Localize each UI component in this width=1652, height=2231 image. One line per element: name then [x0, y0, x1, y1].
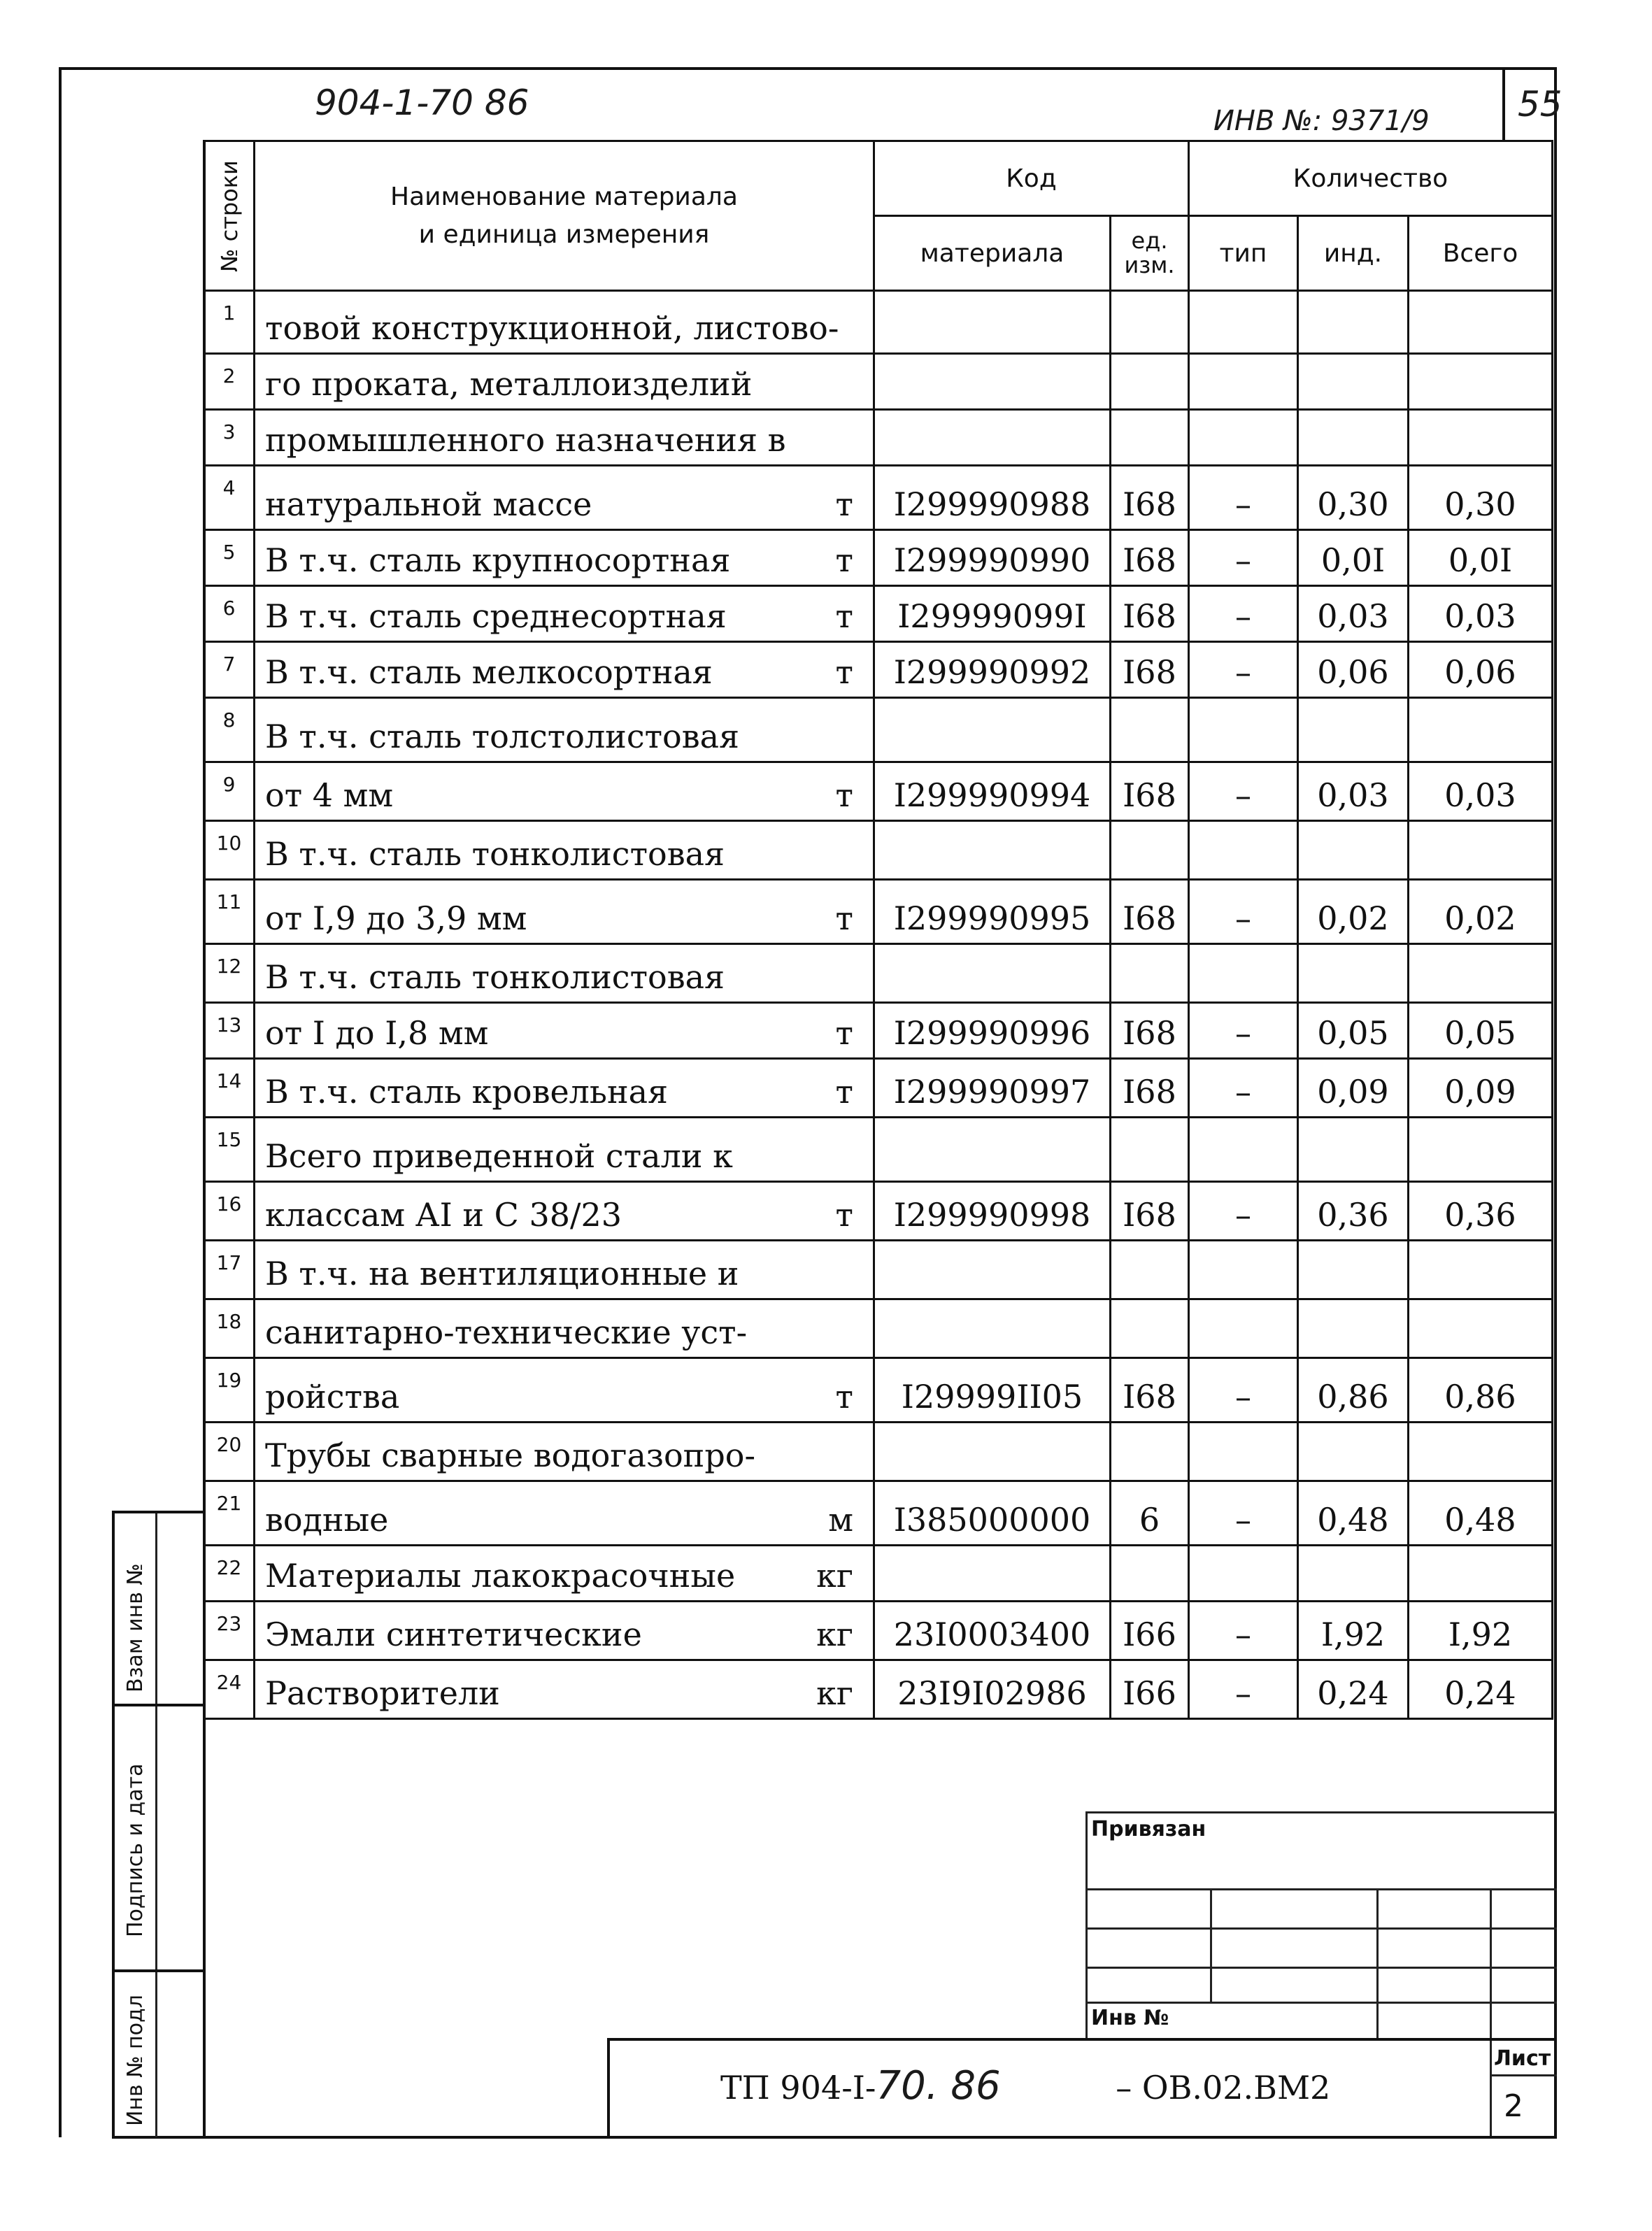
quantity-type: –: [1189, 1182, 1298, 1241]
tb-row1: [1085, 1888, 1557, 1890]
row-number: 3: [204, 410, 255, 466]
tb-doc-suffix: – ОВ.02.ВМ2: [1116, 2069, 1331, 2107]
table-row: [204, 1602, 1553, 1660]
quantity-total: 0,02: [1409, 880, 1553, 944]
quantity-individual: [1298, 1546, 1409, 1602]
tb-privyazan: Привязан: [1091, 1817, 1206, 1841]
table-row: [204, 1481, 1553, 1546]
tb-row3: [1085, 1967, 1557, 1969]
material-code: I299990997: [874, 1059, 1111, 1118]
table-row: [204, 1059, 1553, 1118]
frame-top: [59, 67, 1555, 70]
side-strip-mid: [155, 1511, 157, 2137]
unit-code: [1111, 944, 1189, 1003]
unit-code: [1111, 1118, 1189, 1182]
row-number: 9: [204, 762, 255, 821]
frame-right: [1554, 67, 1557, 2137]
material-name: Эмали синтетические: [265, 1616, 642, 1653]
row-number: 23: [204, 1602, 255, 1660]
table-row: [204, 642, 1553, 698]
material-name-cell: [255, 1481, 874, 1546]
material-name: В т.ч. сталь крупносортная: [265, 541, 731, 579]
quantity-individual: [1298, 944, 1409, 1003]
quantity-type: [1189, 1546, 1298, 1602]
unit-code: I68: [1111, 1003, 1189, 1059]
row-number: 13: [204, 1003, 255, 1059]
quantity-total: 0,86: [1409, 1358, 1553, 1423]
row-number: 10: [204, 821, 255, 880]
unit-code: I68: [1111, 466, 1189, 530]
material-name-cell: [255, 530, 874, 586]
row-number: 4: [204, 466, 255, 530]
quantity-type: [1189, 1299, 1298, 1358]
quantity-individual: [1298, 821, 1409, 880]
row-number: 6: [204, 586, 255, 642]
quantity-individual: 0,09: [1298, 1059, 1409, 1118]
row-number: 7: [204, 642, 255, 698]
unit-code: [1111, 1299, 1189, 1358]
tb-col1: [1210, 1888, 1212, 2002]
material-name-cell: [255, 1059, 874, 1118]
material-name: В т.ч. сталь толстолистовая: [265, 718, 740, 755]
unit-code: [1111, 410, 1189, 466]
table-row: [204, 1182, 1553, 1241]
quantity-individual: 0,86: [1298, 1358, 1409, 1423]
unit-code: [1111, 698, 1189, 762]
material-code: [874, 698, 1111, 762]
tb-doc-handwritten: 70. 86: [876, 2063, 1001, 2109]
table-row: [204, 291, 1553, 354]
material-code: 23I9I02986: [874, 1660, 1111, 1719]
unit-code: I68: [1111, 1182, 1189, 1241]
quantity-type: [1189, 354, 1298, 410]
material-name: натуральной массе: [265, 485, 592, 523]
material-name-cell: [255, 1546, 874, 1602]
material-name: классам АI и С 38/23: [265, 1196, 622, 1234]
unit-code: 6: [1111, 1481, 1189, 1546]
quantity-total: 0,05: [1409, 1003, 1553, 1059]
quantity-total: 0,48: [1409, 1481, 1553, 1546]
unit-code: I68: [1111, 586, 1189, 642]
table-row: [204, 1299, 1553, 1358]
material-code: I299990998: [874, 1182, 1111, 1241]
unit-code: [1111, 1546, 1189, 1602]
quantity-type: [1189, 821, 1298, 880]
tb-col3: [1490, 1888, 1492, 2136]
doc-number-handwritten: 904-1-70 86: [315, 83, 529, 123]
table-row: [204, 466, 1553, 530]
tb-sheet-divider: [1490, 2074, 1557, 2076]
quantity-type: –: [1189, 1660, 1298, 1719]
tb-main-left: [607, 2038, 610, 2136]
material-code: [874, 1118, 1111, 1182]
row-number: 24: [204, 1660, 255, 1719]
quantity-individual: I,92: [1298, 1602, 1409, 1660]
row-number: 19: [204, 1358, 255, 1423]
material-code: [874, 944, 1111, 1003]
quantity-individual: 0,24: [1298, 1660, 1409, 1719]
material-code: I29999099I: [874, 586, 1111, 642]
header-material-name: Наименование материала и единица измерения: [255, 141, 874, 291]
table-row: [204, 1118, 1553, 1182]
quantity-individual: [1298, 698, 1409, 762]
quantity-total: [1409, 821, 1553, 880]
table-row: [204, 354, 1553, 410]
material-name: водные: [265, 1501, 389, 1539]
header-code: Код: [874, 141, 1189, 216]
material-name-cell: [255, 586, 874, 642]
material-name: В т.ч. на вентиляционные и: [265, 1255, 739, 1292]
material-code: [874, 1423, 1111, 1481]
quantity-type: [1189, 1423, 1298, 1481]
quantity-individual: [1298, 291, 1409, 354]
row-number: 15: [204, 1118, 255, 1182]
material-code: [874, 291, 1111, 354]
material-name-cell: [255, 1358, 874, 1423]
material-code: I299990990: [874, 530, 1111, 586]
header-total: Всего: [1409, 216, 1553, 291]
quantity-total: [1409, 410, 1553, 466]
tb-left: [1085, 1811, 1088, 2039]
side-strip-outer: [112, 1511, 115, 2137]
row-number: 11: [204, 880, 255, 944]
quantity-type: –: [1189, 1003, 1298, 1059]
quantity-type: [1189, 1118, 1298, 1182]
quantity-type: [1189, 1241, 1298, 1299]
material-code: [874, 354, 1111, 410]
material-name: товой конструкционной, листово-: [265, 309, 839, 347]
quantity-individual: 0,02: [1298, 880, 1409, 944]
quantity-individual: [1298, 1423, 1409, 1481]
material-name-cell: [255, 1299, 874, 1358]
header-unit: ед. изм.: [1111, 216, 1189, 291]
material-name: от I,9 до 3,9 мм: [265, 899, 527, 937]
material-name-cell: [255, 354, 874, 410]
material-name: ройства: [265, 1378, 400, 1416]
row-number: 22: [204, 1546, 255, 1602]
material-name: В т.ч. сталь среднесортная: [265, 597, 727, 635]
quantity-individual: 0,0I: [1298, 530, 1409, 586]
row-number: 12: [204, 944, 255, 1003]
unit-code: [1111, 291, 1189, 354]
quantity-total: 0,06: [1409, 642, 1553, 698]
table-row: [204, 1546, 1553, 1602]
row-number: 2: [204, 354, 255, 410]
unit-of-measure: т: [835, 1014, 853, 1052]
quantity-total: 0,30: [1409, 466, 1553, 530]
row-number: 1: [204, 291, 255, 354]
material-code: I385000000: [874, 1481, 1111, 1546]
unit-of-measure: т: [835, 597, 853, 635]
table-row: [204, 410, 1553, 466]
side-label-inv-original: Инв № подл: [123, 1995, 148, 2126]
material-name-cell: [255, 762, 874, 821]
material-code: [874, 1546, 1111, 1602]
header-individual: инд.: [1298, 216, 1409, 291]
tb-sheet-value: 2: [1504, 2088, 1523, 2124]
material-name: от 4 мм: [265, 776, 394, 814]
material-name: го проката, металлоизделий: [265, 365, 753, 403]
material-name: санитарно-технические уст-: [265, 1313, 748, 1351]
material-code: 23I0003400: [874, 1602, 1111, 1660]
unit-of-measure: т: [835, 899, 853, 937]
unit-code: I66: [1111, 1602, 1189, 1660]
material-name-cell: [255, 1182, 874, 1241]
quantity-individual: 0,06: [1298, 642, 1409, 698]
tb-top: [1085, 1811, 1557, 1813]
material-code: I299990996: [874, 1003, 1111, 1059]
table-row: [204, 1241, 1553, 1299]
material-name-cell: [255, 466, 874, 530]
side-strip-div1: [112, 1704, 204, 1706]
quantity-type: –: [1189, 1059, 1298, 1118]
quantity-type: –: [1189, 530, 1298, 586]
material-name-cell: [255, 291, 874, 354]
unit-code: [1111, 1241, 1189, 1299]
table-row: [204, 1660, 1553, 1719]
unit-of-measure: м: [828, 1501, 853, 1539]
header-row-number: № строки: [204, 141, 255, 291]
quantity-total: [1409, 354, 1553, 410]
unit-code: [1111, 821, 1189, 880]
material-code: [874, 1299, 1111, 1358]
header-quantity: Количество: [1189, 141, 1553, 216]
header-code-material: материала: [874, 216, 1111, 291]
tb-document-code: [720, 2063, 1330, 2109]
row-number: 8: [204, 698, 255, 762]
tb-inv-no: Инв №: [1091, 2006, 1169, 2030]
row-number: 17: [204, 1241, 255, 1299]
inventory-number-handwritten: ИНВ №: 9371/9: [1213, 105, 1430, 137]
row-number: 5: [204, 530, 255, 586]
table-row: [204, 944, 1553, 1003]
unit-of-measure: т: [835, 1196, 853, 1234]
quantity-individual: 0,36: [1298, 1182, 1409, 1241]
quantity-type: –: [1189, 586, 1298, 642]
unit-of-measure: кг: [816, 1616, 853, 1653]
material-name: В т.ч. сталь тонколистовая: [265, 835, 725, 873]
material-name-cell: [255, 698, 874, 762]
quantity-total: 0,36: [1409, 1182, 1553, 1241]
quantity-type: –: [1189, 1481, 1298, 1546]
quantity-total: [1409, 291, 1553, 354]
material-code: [874, 821, 1111, 880]
material-name-cell: [255, 1003, 874, 1059]
unit-of-measure: т: [835, 485, 853, 523]
side-label-replaced-inv: Взам инв №: [123, 1563, 148, 1692]
quantity-individual: 0,30: [1298, 466, 1409, 530]
material-name-cell: [255, 1423, 874, 1481]
unit-of-measure: т: [835, 1073, 853, 1111]
quantity-total: [1409, 1423, 1553, 1481]
quantity-total: 0,03: [1409, 762, 1553, 821]
frame-bottom: [112, 2136, 1557, 2139]
quantity-type: [1189, 944, 1298, 1003]
material-name: Растворители: [265, 1674, 500, 1712]
material-name-cell: [255, 944, 874, 1003]
tb-row4: [1085, 2002, 1557, 2004]
material-code: I29999II05: [874, 1358, 1111, 1423]
unit-code: I68: [1111, 530, 1189, 586]
quantity-type: –: [1189, 1358, 1298, 1423]
row-number: 21: [204, 1481, 255, 1546]
table-row: [204, 1003, 1553, 1059]
material-name-cell: [255, 410, 874, 466]
header-type: тип: [1189, 216, 1298, 291]
quantity-individual: [1298, 1299, 1409, 1358]
quantity-total: [1409, 1241, 1553, 1299]
unit-code: I68: [1111, 642, 1189, 698]
unit-code: I68: [1111, 1059, 1189, 1118]
quantity-total: I,92: [1409, 1602, 1553, 1660]
unit-code: I68: [1111, 1358, 1189, 1423]
quantity-type: –: [1189, 1602, 1298, 1660]
unit-code: [1111, 354, 1189, 410]
quantity-individual: 0,03: [1298, 586, 1409, 642]
unit-code: I68: [1111, 762, 1189, 821]
table-row: [204, 586, 1553, 642]
quantity-individual: 0,48: [1298, 1481, 1409, 1546]
quantity-type: [1189, 698, 1298, 762]
unit-code: [1111, 1423, 1189, 1481]
page-number: 55: [1518, 84, 1562, 124]
quantity-individual: 0,03: [1298, 762, 1409, 821]
table-row: [204, 762, 1553, 821]
unit-of-measure: т: [835, 1378, 853, 1416]
quantity-individual: [1298, 1118, 1409, 1182]
unit-of-measure: кг: [816, 1674, 853, 1712]
side-strip-top: [112, 1511, 204, 1513]
material-name: промышленного назначения в: [265, 421, 786, 459]
quantity-total: 0,24: [1409, 1660, 1553, 1719]
quantity-total: [1409, 1299, 1553, 1358]
quantity-total: 0,09: [1409, 1059, 1553, 1118]
unit-of-measure: т: [835, 653, 853, 691]
row-number: 16: [204, 1182, 255, 1241]
row-number: 20: [204, 1423, 255, 1481]
quantity-type: –: [1189, 880, 1298, 944]
quantity-total: [1409, 698, 1553, 762]
material-code: [874, 410, 1111, 466]
quantity-total: 0,03: [1409, 586, 1553, 642]
material-name: В т.ч. сталь кровельная: [265, 1073, 669, 1111]
material-code: I299990988: [874, 466, 1111, 530]
material-name-cell: [255, 1602, 874, 1660]
unit-of-measure: т: [835, 776, 853, 814]
table-row: [204, 1423, 1553, 1481]
quantity-individual: 0,05: [1298, 1003, 1409, 1059]
row-number: 14: [204, 1059, 255, 1118]
quantity-type: –: [1189, 762, 1298, 821]
quantity-total: [1409, 1546, 1553, 1602]
table-row: [204, 880, 1553, 944]
material-code: I299990992: [874, 642, 1111, 698]
material-name-cell: [255, 1660, 874, 1719]
material-name: В т.ч. сталь мелкосортная: [265, 653, 713, 691]
quantity-type: –: [1189, 466, 1298, 530]
quantity-type: [1189, 291, 1298, 354]
side-strip-div2: [112, 1969, 204, 1972]
unit-of-measure: т: [835, 541, 853, 579]
tb-col2: [1376, 1888, 1379, 2039]
quantity-individual: [1298, 354, 1409, 410]
row-number: 18: [204, 1299, 255, 1358]
material-code: I299990995: [874, 880, 1111, 944]
material-name-cell: [255, 880, 874, 944]
table-row: [204, 821, 1553, 880]
material-name-cell: [255, 1241, 874, 1299]
quantity-individual: [1298, 410, 1409, 466]
table-row: [204, 698, 1553, 762]
tb-main-top: [607, 2038, 1557, 2041]
unit-of-measure: кг: [816, 1557, 853, 1595]
tb-row2: [1085, 1927, 1557, 1930]
unit-code: I66: [1111, 1660, 1189, 1719]
material-name: Материалы лакокрасочные: [265, 1557, 736, 1595]
table-row: [204, 530, 1553, 586]
quantity-total: 0,0I: [1409, 530, 1553, 586]
material-code: I299990994: [874, 762, 1111, 821]
quantity-type: [1189, 410, 1298, 466]
quantity-individual: [1298, 1241, 1409, 1299]
material-name: В т.ч. сталь тонколистовая: [265, 958, 725, 996]
materials-table: [203, 140, 1553, 1720]
frame-left: [59, 67, 62, 2137]
material-name-cell: [255, 642, 874, 698]
tb-sheet-label: Лист: [1494, 2046, 1551, 2071]
quantity-total: [1409, 1118, 1553, 1182]
page-number-box-left: [1502, 67, 1505, 140]
material-name-cell: [255, 1118, 874, 1182]
quantity-total: [1409, 944, 1553, 1003]
material-name-cell: [255, 821, 874, 880]
unit-code: I68: [1111, 880, 1189, 944]
quantity-type: –: [1189, 642, 1298, 698]
material-name: Всего приведенной стали к: [265, 1137, 733, 1175]
material-name: Трубы сварные водогазопро-: [265, 1437, 756, 1474]
material-name: от I до I,8 мм: [265, 1014, 489, 1052]
table-row: [204, 1358, 1553, 1423]
tb-doc-prefix: ТП 904-I-: [720, 2069, 876, 2107]
side-label-signature-date: Подпись и дата: [123, 1763, 148, 1937]
material-code: [874, 1241, 1111, 1299]
